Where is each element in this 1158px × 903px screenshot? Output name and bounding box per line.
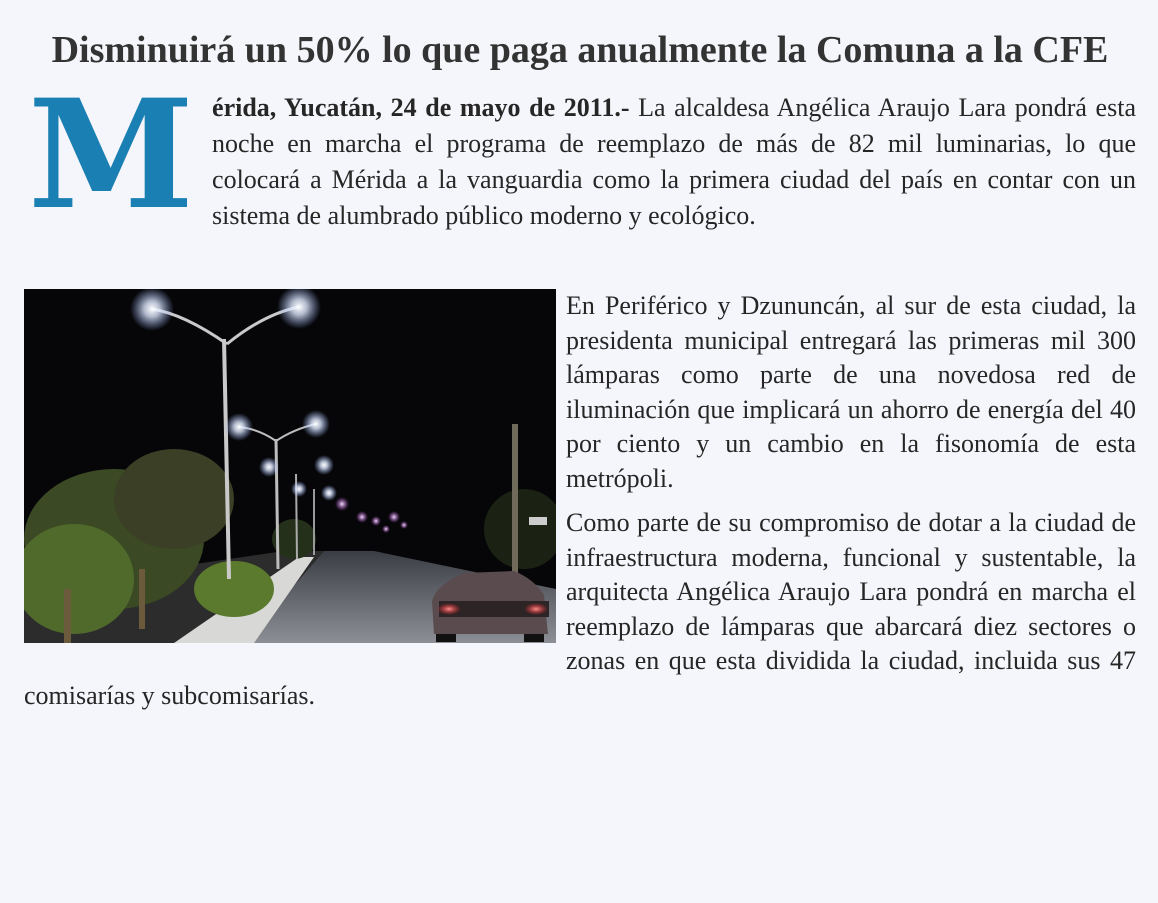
- night-street-lights-photo: [24, 289, 556, 643]
- dateline: érida, Yucatán, 24 de mayo de 2011.-: [212, 93, 630, 122]
- headline: Disminuirá un 50% lo que paga anualmente la Comuna a la CFE: [51, 29, 1109, 71]
- body-paragraph: Como parte de su compromiso de dotar a la ciudad de infraestructura moderna, funcional y sustentable, la arquitecta Angélica Araujo Lara pondrá en marcha el reemplazo de lámparas que abarcará diez sectores o zonas en que esta dividida la ciudad, incluida sus 47 comisarías y subcomisarías.: [24, 508, 1136, 710]
- body-paragraph: En Periférico y Dzununcán, al sur de esta ciudad, la presidenta municipal entregará las primeras mil 300 lámparas como parte de una novedosa red de iluminación que implicará un ahorro de energía del 40 por ciento y un cambio en la fisonomía de esta metrópoli.: [566, 291, 1136, 493]
- lead-text: La alcaldesa Angélica Araujo Lara pondrá esta noche en marcha el programa de reemplazo de más de 82 mil luminarias, lo que colocará a Mérida a la vanguardia como la primera ciudad del país en contar con un sistema de alumbrado público moderno y ecológico.: [212, 93, 1136, 230]
- lead-paragraph: [24, 67, 1136, 243]
- article-body: [24, 289, 1136, 713]
- drop-cap: M: [28, 67, 195, 243]
